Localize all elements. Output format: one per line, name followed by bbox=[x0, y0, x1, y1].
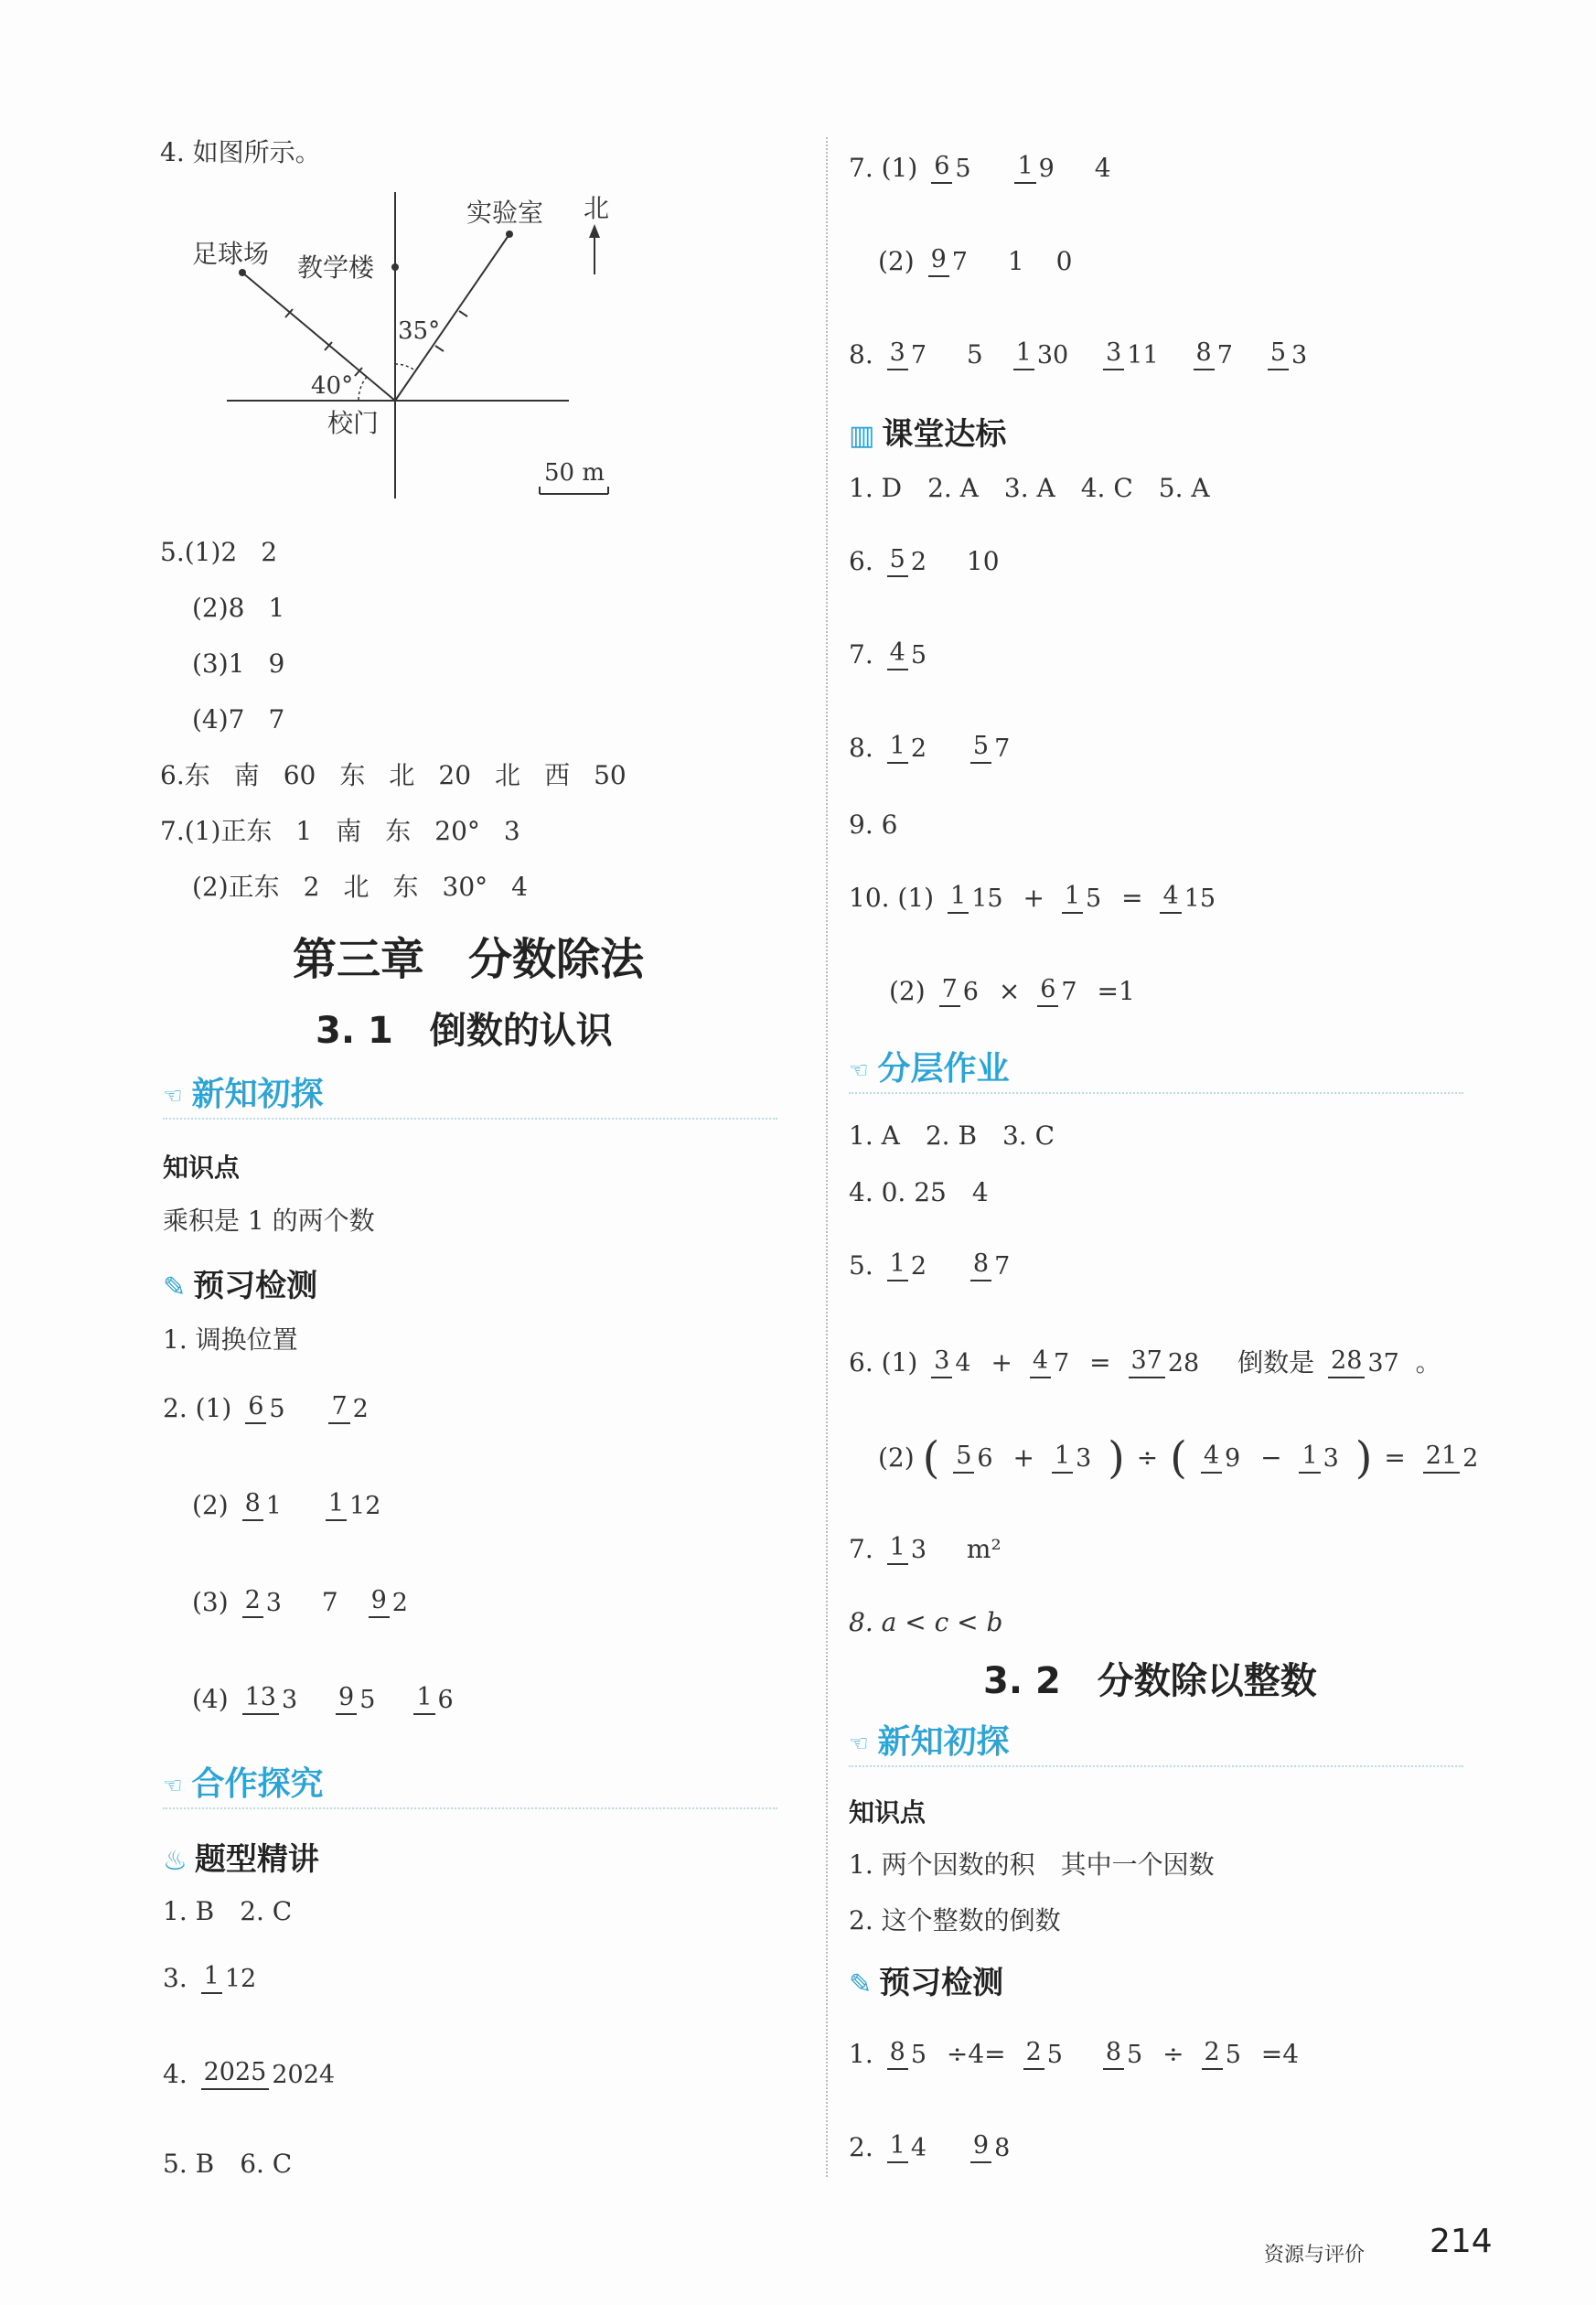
hand-icon: ☜ bbox=[163, 1083, 183, 1109]
preview2-1: 1. 8 5 ÷4= 2 5 8 5 ÷ 2 5 =4 bbox=[849, 2037, 1300, 2069]
hand-icon: ☜ bbox=[849, 1057, 869, 1083]
class-1: 1. D 2. A 3. A 4. C 5. A bbox=[849, 472, 1210, 503]
types-3: 3. 1 12 bbox=[163, 1961, 257, 1993]
label-gate: 校门 bbox=[327, 408, 380, 438]
hand-icon: ☜ bbox=[163, 1773, 183, 1798]
types-5: 5. B 6. C bbox=[163, 2148, 293, 2179]
knowledge-point-label-2: 知识点 bbox=[849, 1797, 927, 1828]
layer-1: 1. A 2. B 3. C bbox=[849, 1120, 1055, 1151]
heading-rule bbox=[849, 1765, 1463, 1767]
q5-2: (2)8 1 bbox=[192, 592, 285, 623]
class-10-1: 10. (1) 1 15 + 1 5 = 4 15 bbox=[849, 881, 1216, 913]
heading-preview: ✎ 预习检测 bbox=[163, 1268, 318, 1304]
preview-2-3: (3) 2 3 7 9 2 bbox=[192, 1585, 408, 1617]
knowledge-point-text: 乘积是 1 的两个数 bbox=[163, 1205, 375, 1236]
hand-icon: ☜ bbox=[849, 1731, 869, 1756]
q4-label: 4. 如图所示。 bbox=[160, 136, 321, 167]
heading-rule bbox=[849, 1092, 1463, 1094]
heading-rule bbox=[163, 1118, 777, 1120]
q5-3: (3)1 9 bbox=[192, 648, 285, 679]
heading-new-knowledge-2: ☜ 新知初探 bbox=[849, 1723, 1010, 1761]
column-divider bbox=[826, 137, 828, 2177]
knowledge-point-2-2: 2. 这个整数的倒数 bbox=[849, 1904, 1061, 1935]
knowledge-point-label: 知识点 bbox=[163, 1152, 241, 1183]
label-north: 北 bbox=[584, 193, 610, 223]
class-10-2: (2) 7 6 × 6 7 =1 bbox=[889, 974, 1135, 1006]
book-icon: ▥ bbox=[849, 420, 875, 452]
heading-cooperation: ☜ 合作探究 bbox=[163, 1765, 324, 1803]
class-8: 8. 1 2 5 7 bbox=[849, 731, 1011, 763]
class-7: 7. 4 5 bbox=[849, 638, 927, 670]
label-angle-40: 40° bbox=[311, 372, 354, 400]
types-1: 1. B 2. C bbox=[163, 1895, 293, 1926]
heading-layered-homework: ☜ 分层作业 bbox=[849, 1050, 1010, 1088]
layer-4: 4. 0. 25 4 bbox=[849, 1176, 989, 1207]
layer-5: 5. 1 2 8 7 bbox=[849, 1249, 1011, 1281]
q5-1: 5.(1)2 2 bbox=[160, 536, 278, 567]
heading-rule bbox=[163, 1807, 777, 1809]
r7-1: 7. (1) 6 5 1 9 4 bbox=[849, 151, 1111, 183]
preview-2-1: 2. (1) 6 5 7 2 bbox=[163, 1391, 369, 1423]
heading-question-types: ♨ 题型精讲 bbox=[163, 1841, 319, 1878]
q7-2: (2)正东 2 北 东 30° 4 bbox=[192, 871, 528, 902]
pen-icon: ✎ bbox=[849, 1968, 873, 2000]
page-number: 214 bbox=[1430, 2223, 1493, 2260]
preview-1: 1. 调换位置 bbox=[163, 1324, 298, 1355]
label-teaching: 教学楼 bbox=[297, 252, 375, 283]
q6: 6.东 南 60 东 北 20 北 西 50 bbox=[160, 759, 627, 790]
direction-diagram bbox=[192, 183, 631, 512]
layer-6-2: (2) ( 5 6 + 1 3 ) ÷ ( 4 9 − 1 3 ) = 21 2 bbox=[878, 1432, 1479, 1484]
heading-preview-2: ✎ 预习检测 bbox=[849, 1965, 1004, 2001]
label-lab: 实验室 bbox=[466, 198, 544, 228]
label-football: 足球场 bbox=[192, 239, 270, 269]
heading-new-knowledge: ☜ 新知初探 bbox=[163, 1076, 324, 1113]
preview-2-2: (2) 8 1 1 12 bbox=[192, 1488, 381, 1520]
layer-6-1: 6. (1) 3 4 + 4 7 = 37 28 倒数是 28 37 。 bbox=[849, 1345, 1441, 1378]
section-title-3-1: 3. 1 倒数的认识 bbox=[316, 1010, 613, 1052]
q5-4: (4)7 7 bbox=[192, 703, 285, 734]
r8: 8. 3 7 5 1 30 3 11 8 7 5 3 bbox=[849, 338, 1308, 370]
label-angle-35: 35° bbox=[398, 317, 441, 345]
layer-7: 7. 1 3 m² bbox=[849, 1532, 1002, 1564]
chapter-title: 第三章 分数除法 bbox=[293, 934, 645, 985]
class-9: 9. 6 bbox=[849, 809, 898, 840]
footer-text: 资源与评价 bbox=[1264, 2244, 1366, 2267]
preview2-2: 2. 1 4 9 8 bbox=[849, 2130, 1011, 2162]
heading-class-goal: ▥ 课堂达标 bbox=[849, 416, 1007, 453]
pen-icon: ✎ bbox=[163, 1271, 187, 1303]
class-6: 6. 5 2 10 bbox=[849, 544, 1000, 576]
section-title-3-2: 3. 2 分数除以整数 bbox=[983, 1660, 1317, 1702]
r7-2: (2) 9 7 1 0 bbox=[878, 244, 1073, 276]
preview-2-4: (4) 13 3 9 5 1 6 bbox=[192, 1682, 454, 1714]
flame-icon: ♨ bbox=[163, 1845, 187, 1877]
types-4: 4. 2025 2024 bbox=[163, 2057, 336, 2089]
layer-8: 8. a < c < b bbox=[849, 1606, 1003, 1637]
label-scale: 50 m bbox=[544, 459, 605, 487]
q7-1: 7.(1)正东 1 南 东 20° 3 bbox=[160, 815, 520, 846]
knowledge-point-2-1: 1. 两个因数的积 其中一个因数 bbox=[849, 1849, 1215, 1880]
